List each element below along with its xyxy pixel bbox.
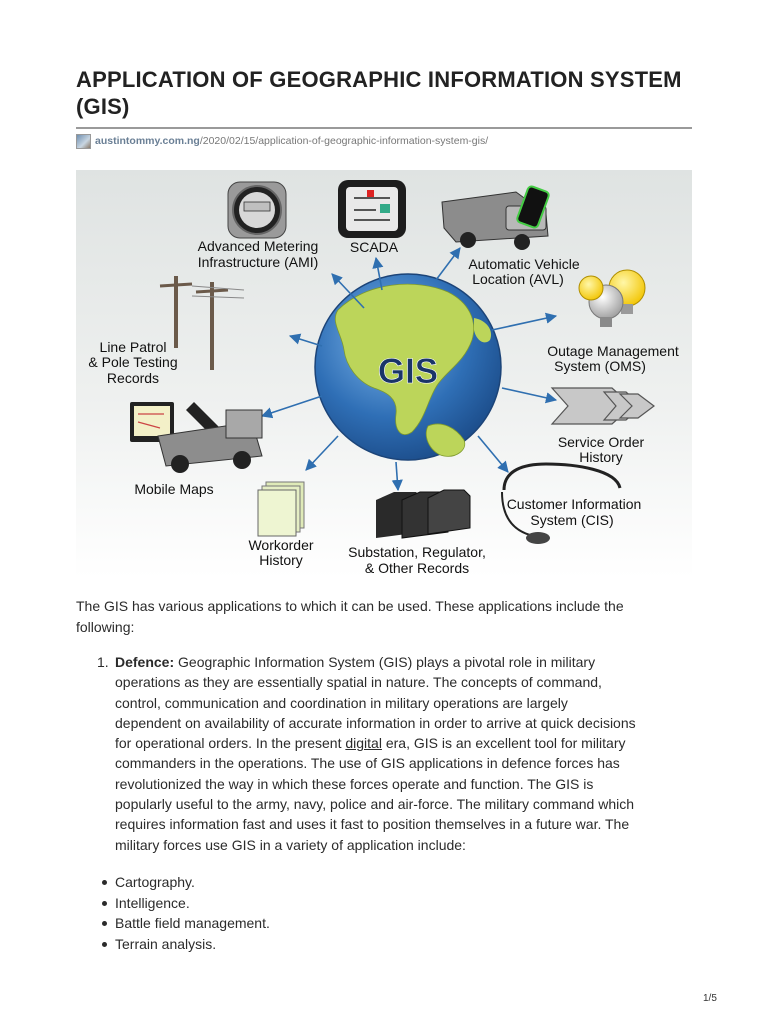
gis-applications-diagram xyxy=(76,170,692,578)
defence-line6: commanders in the operations. The use of GIS applications in defence forces has xyxy=(115,755,620,772)
defence-line5a: for operational orders. In the present xyxy=(115,735,346,752)
site-favicon-icon xyxy=(76,134,91,149)
defence-line9: requires information fast and uses it fast to position themselves in a future war. The xyxy=(115,816,630,833)
list-item-defence xyxy=(76,652,696,855)
list-item: Terrain analysis. xyxy=(76,934,696,955)
label-lp-line1: Line Patrol xyxy=(99,339,167,355)
list-item: Intelligence. xyxy=(76,893,696,914)
label-lp-line2: & Pole Testing xyxy=(88,354,178,370)
scada-icon xyxy=(338,180,406,238)
label-avl-line2: Location (AVL) xyxy=(472,271,564,287)
label-oms-line2: System (OMS) xyxy=(554,358,646,374)
intro-line2: following: xyxy=(76,618,135,635)
digital-link[interactable]: digital xyxy=(345,735,382,752)
list-item: Battle field management. xyxy=(76,913,696,934)
label-scada: SCADA xyxy=(349,239,399,255)
intro-line1: The GIS has various applications to which it can be used. These applications include the xyxy=(76,598,624,614)
label-oms-line1: Outage Management xyxy=(547,343,679,359)
defence-line7: revolutionized the way in which these forces operate and function. The GIS is xyxy=(115,775,594,792)
military-uses-list xyxy=(76,872,696,954)
title-divider xyxy=(76,127,692,129)
list-item: Cartography. xyxy=(76,872,696,893)
defence-line8: popularly useful to the army, navy, police and air-force. The military command which xyxy=(115,796,635,813)
defence-line4: dependent on availability of accurate information in order to arrive at quick decisions xyxy=(115,714,636,731)
label-wo-line1: Workorder xyxy=(248,537,314,553)
label-sub-line1: Substation, Regulator, xyxy=(348,544,486,560)
source-path: /2020/02/15/application-of-geographic-information-system-gis/ xyxy=(199,135,489,147)
applications-list xyxy=(76,652,696,855)
label-cis-line2: System (CIS) xyxy=(530,512,614,528)
list-number: 1. xyxy=(97,654,109,670)
label-ami-line1: Advanced Metering xyxy=(197,238,319,254)
label-wo-line2: History xyxy=(259,552,303,568)
defence-line10: military forces use GIS in a variety of application include: xyxy=(115,836,466,853)
source-link[interactable] xyxy=(95,135,488,147)
label-cis-line1: Customer Information xyxy=(506,496,642,512)
defence-line3: control, communication and coordination in military operations are largely xyxy=(115,694,568,711)
label-mobile-maps: Mobile Maps xyxy=(134,481,214,497)
intro-paragraph xyxy=(76,596,696,637)
page-number: 1/5 xyxy=(703,993,717,1004)
label-so-line1: Service Order xyxy=(557,434,645,450)
workorder-papers-icon xyxy=(258,482,304,536)
source-domain: austintommy.com.ng xyxy=(95,135,200,147)
label-so-line2: History xyxy=(579,449,623,465)
source-line xyxy=(76,133,488,149)
meter-icon xyxy=(228,182,286,238)
label-sub-line2: & Other Records xyxy=(364,560,470,576)
gis-globe xyxy=(315,274,501,460)
label-ami-line2: Infrastructure (AMI) xyxy=(197,254,319,270)
label-lp-line3: Records xyxy=(106,370,160,386)
defence-line5b: era, GIS is an excellent tool for military xyxy=(381,735,626,752)
page-title: APPLICATION OF GEOGRAPHIC INFORMATION SYSTEM (GIS) xyxy=(76,67,682,119)
defence-line2: operations as they are essentially spatial in nature. The concepts of command, xyxy=(115,674,602,691)
defence-line1: Geographic Information System (GIS) plays a pivotal role in military xyxy=(178,654,596,670)
label-avl-line1: Automatic Vehicle xyxy=(468,256,580,272)
defence-term: Defence: xyxy=(115,654,175,670)
globe-label: GIS xyxy=(377,352,439,391)
